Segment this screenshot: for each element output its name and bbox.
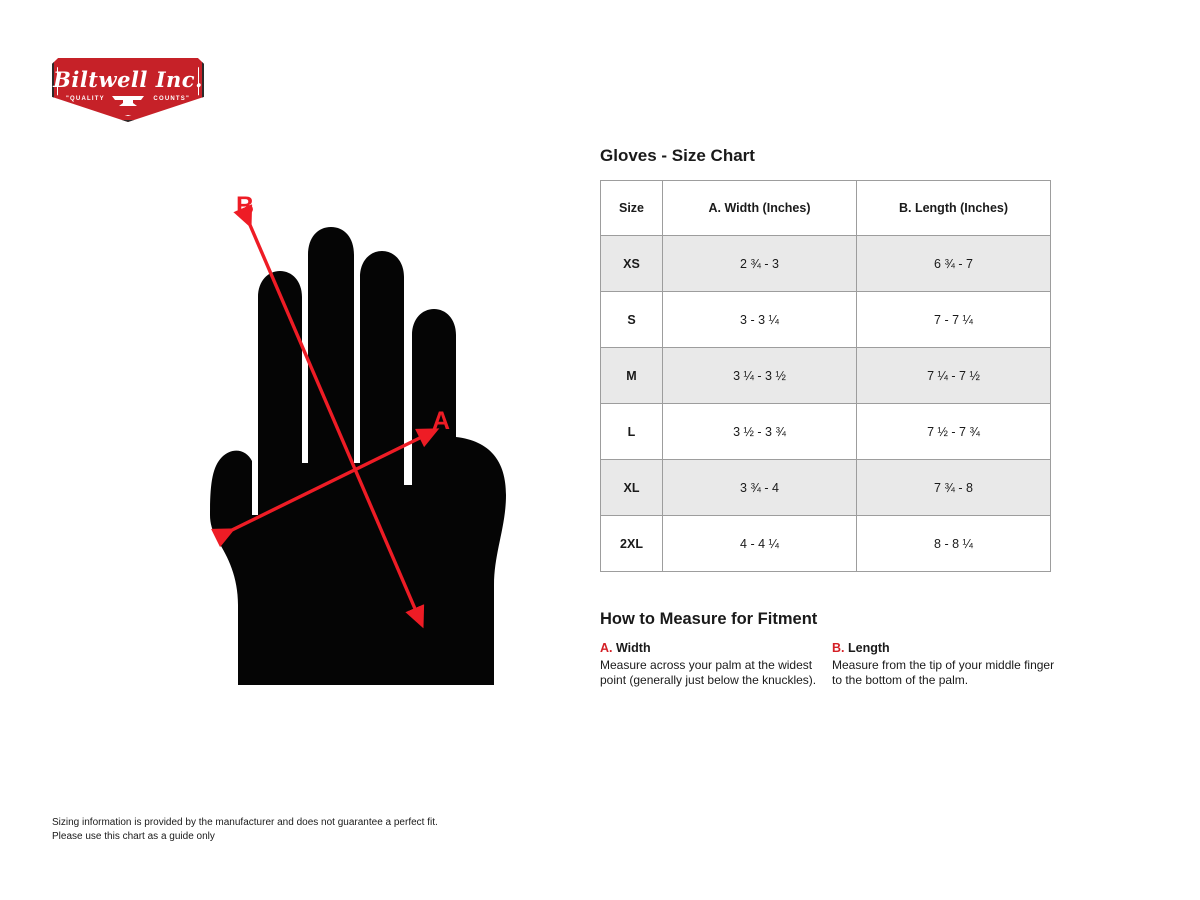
- measure-heading: [600, 641, 832, 655]
- disclaimer: [52, 816, 438, 844]
- cell-width: 3 ¼ - 3 ½: [663, 348, 857, 404]
- cell-length: 7 ¾ - 8: [857, 460, 1051, 516]
- cell-size: XS: [601, 236, 663, 292]
- cell-width: 4 - 4 ¼: [663, 516, 857, 572]
- cell-length: 8 - 8 ¼: [857, 516, 1051, 572]
- cell-length: 6 ¾ - 7: [857, 236, 1051, 292]
- measure-name-length: Length: [847, 641, 890, 655]
- brand-logo: [52, 56, 204, 122]
- hand-measurement-diagram: [150, 185, 580, 705]
- how-to-measure-title: How to Measure for Fitment: [600, 610, 818, 628]
- logo-tagline-left: "QUALITY: [66, 96, 105, 102]
- size-chart-panel: [600, 146, 1110, 688]
- table-row: [601, 292, 1051, 348]
- how-to-measure-section: [600, 610, 1110, 688]
- cell-length: 7 ¼ - 7 ½: [857, 348, 1051, 404]
- table-row: [601, 404, 1051, 460]
- column-header-width: A. Width (Inches): [663, 181, 857, 236]
- measure-name-width: Width: [615, 641, 651, 655]
- cell-width: 3 ½ - 3 ¾: [663, 404, 857, 460]
- cell-size: 2XL: [601, 516, 663, 572]
- cell-size: XL: [601, 460, 663, 516]
- logo-brand-name: Biltwell Inc.: [53, 67, 203, 92]
- cell-size: L: [601, 404, 663, 460]
- diagram-label-a: A: [432, 407, 451, 435]
- cell-length: 7 - 7 ¼: [857, 292, 1051, 348]
- size-chart-table: [600, 180, 1051, 572]
- column-header-length: B. Length (Inches): [857, 181, 1051, 236]
- measure-item-width: [600, 641, 832, 688]
- table-header-row: [601, 181, 1051, 236]
- disclaimer-line-1: Sizing information is provided by the manufacturer and does not guarantee a perfect fit.: [52, 817, 438, 828]
- disclaimer-line-2: Please use this chart as a guide only: [52, 831, 215, 842]
- table-row: [601, 348, 1051, 404]
- cell-size: M: [601, 348, 663, 404]
- measure-item-length: [832, 641, 1064, 688]
- table-row: [601, 460, 1051, 516]
- table-row: [601, 236, 1051, 292]
- measure-marker-b: B.: [832, 641, 845, 655]
- size-chart-title: Gloves - Size Chart: [600, 146, 755, 165]
- measure-text-width: Measure across your palm at the widest point (generally just below the knuckles).: [600, 658, 817, 687]
- cell-size: S: [601, 292, 663, 348]
- cell-length: 7 ½ - 7 ¾: [857, 404, 1051, 460]
- hand-silhouette-icon: [150, 185, 580, 705]
- column-header-size: Size: [601, 181, 663, 236]
- cell-width: 3 - 3 ¼: [663, 292, 857, 348]
- table-row: [601, 516, 1051, 572]
- diagram-label-b: B: [236, 192, 255, 220]
- measure-marker-a: A.: [600, 641, 613, 655]
- anvil-icon: [111, 94, 145, 107]
- measure-text-length: Measure from the tip of your middle finger to the bottom of the palm.: [832, 658, 1055, 687]
- logo-tagline-right: COUNTS": [153, 96, 190, 102]
- cell-width: 3 ¾ - 4: [663, 460, 857, 516]
- measure-heading: [832, 641, 1064, 655]
- cell-width: 2 ¾ - 3: [663, 236, 857, 292]
